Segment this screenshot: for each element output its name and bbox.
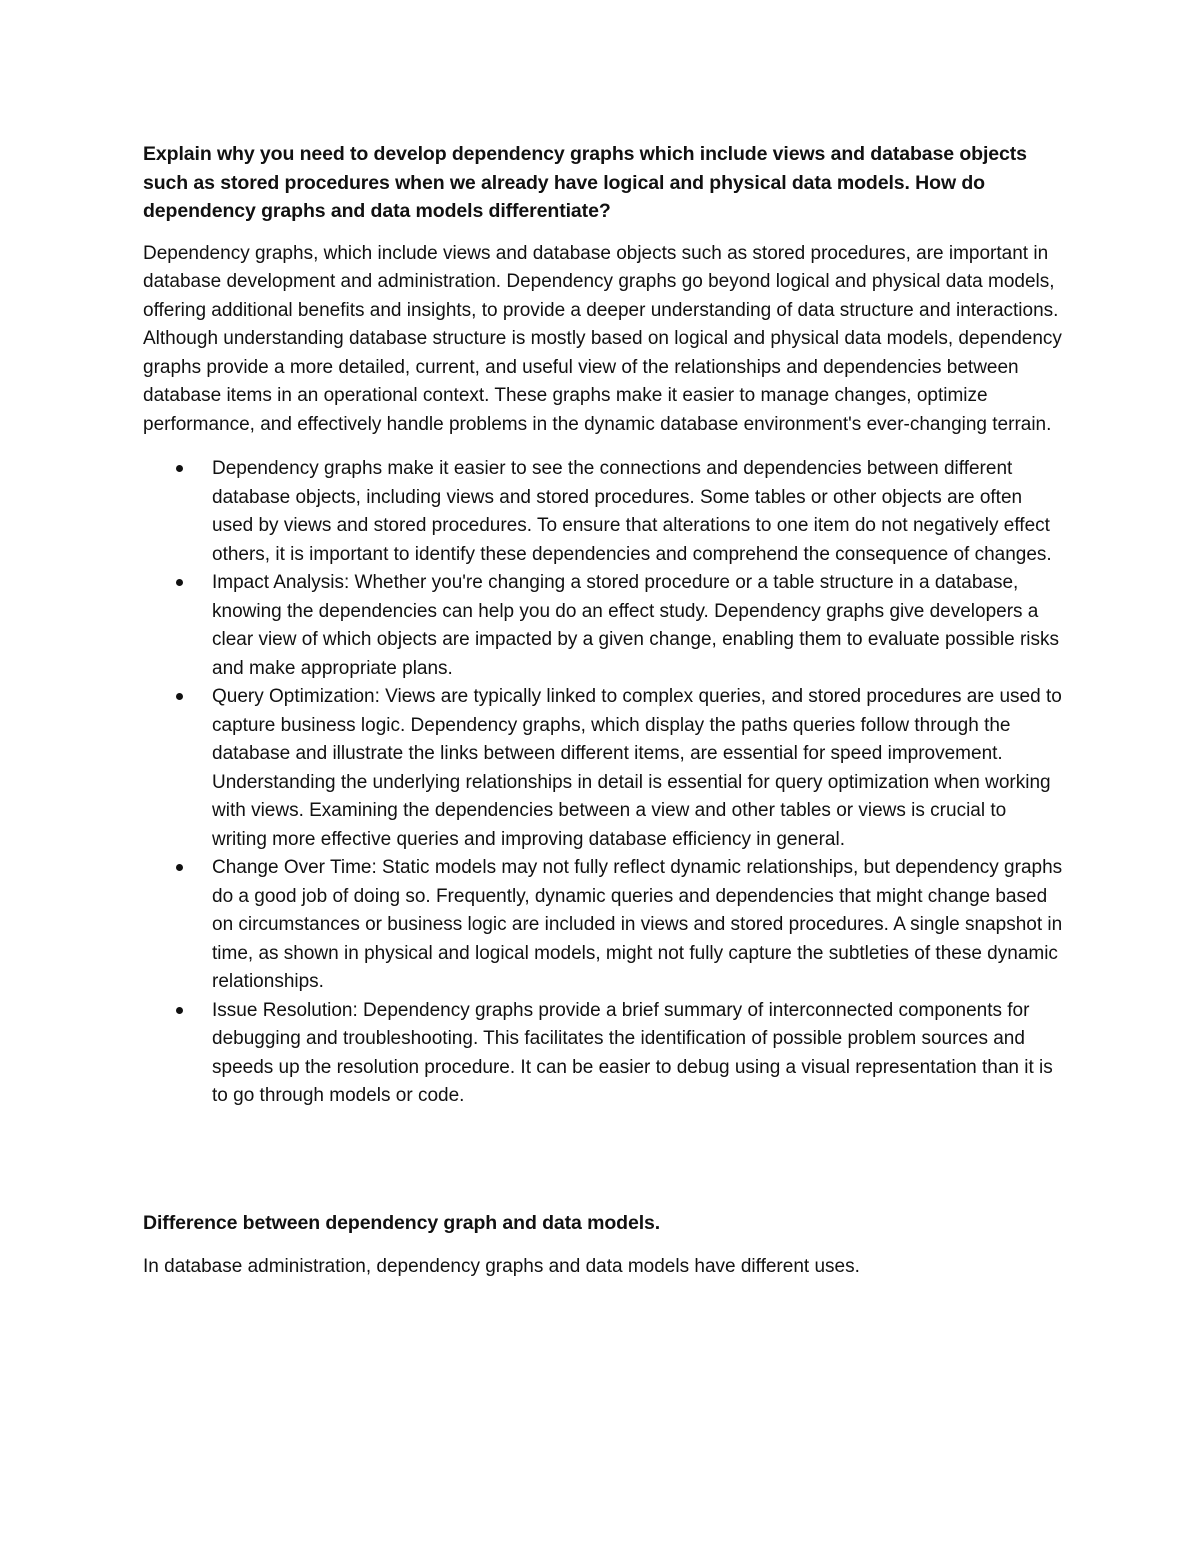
question-heading: Explain why you need to develop dependency graphs which include views and database objects such as stored procedures when we already have logical and physical data models. How do dependency graphs and data models differentiate? [143, 143, 1027, 222]
list-item [143, 854, 1063, 997]
list-item [143, 683, 1063, 854]
list-item-text: Issue Resolution: Dependency graphs provide a brief summary of interconnected components for debugging and troubleshooting. This facilitates the identification of possible problem sources and speeds up the resolution procedure. It can be easier to debug using a visual representation than it is to go through models or code. [212, 999, 1053, 1106]
bullet-icon [176, 864, 183, 871]
list-item-text: Dependency graphs make it easier to see the connections and dependencies between different database objects, including views and stored procedures. Some tables or other objects are often used by views and stored procedures. To ensure that alterations to one item do not negatively effect others, it is important to identify these dependencies and comprehend the consequence of changes. [212, 458, 1052, 565]
list-item [143, 455, 1063, 569]
list-item-text: Impact Analysis: Whether you're changing a stored procedure or a table structure in a database, knowing the dependencies can help you do an effect study. Dependency graphs give developers a clear view of which objects are impacted by a given change, enabling them to evaluate possible risks and make appropriate plans. [212, 572, 1060, 679]
intro-paragraph: Dependency graphs, which include views and database objects such as stored procedures, are important in database development and administration. Dependency graphs go beyond logical and physical data models, offering additional benefits and insights, to provide a deeper understanding of data structure and interactions. Although understanding database structure is mostly based on logical and physical data models, dependency graphs provide a more detailed, current, and useful view of the relationships and dependencies between database items in an operational context. These graphs make it easier to manage changes, optimize performance, and effectively handle problems in the dynamic database environment's ever-changing terrain. [143, 242, 1062, 435]
list-item [143, 569, 1063, 683]
bullet-icon [176, 465, 183, 472]
list-item-text: Change Over Time: Static models may not fully reflect dynamic relationships, but dependency graphs do a good job of doing so. Frequently, dynamic queries and dependencies that might change based on circumstances or business logic are included in views and stored procedures. A single snapshot in time, as shown in physical and logical models, might not fully capture the subtleties of these dynamic relationships. [212, 857, 1063, 992]
list-item-text: Query Optimization: Views are typically linked to complex queries, and stored procedures are used to capture business logic. Dependency graphs, which display the paths queries follow through the database and illustrate the links between different items, are essential for speed improvement. Understanding the underlying relationships in detail is essential for query optimization when working with views. Examining the dependencies between a view and other tables or views is crucial to writing more effective queries and improving database efficiency in general. [212, 686, 1062, 850]
bullet-icon [176, 1007, 183, 1014]
bullet-icon [176, 579, 183, 586]
difference-paragraph: In database administration, dependency graphs and data models have different uses. [143, 1256, 860, 1277]
bullet-icon [176, 693, 183, 700]
bullet-list [143, 455, 1063, 1111]
difference-heading: Difference between dependency graph and data models. [143, 1211, 661, 1234]
document-content [143, 140, 1063, 1282]
list-item [143, 997, 1063, 1111]
